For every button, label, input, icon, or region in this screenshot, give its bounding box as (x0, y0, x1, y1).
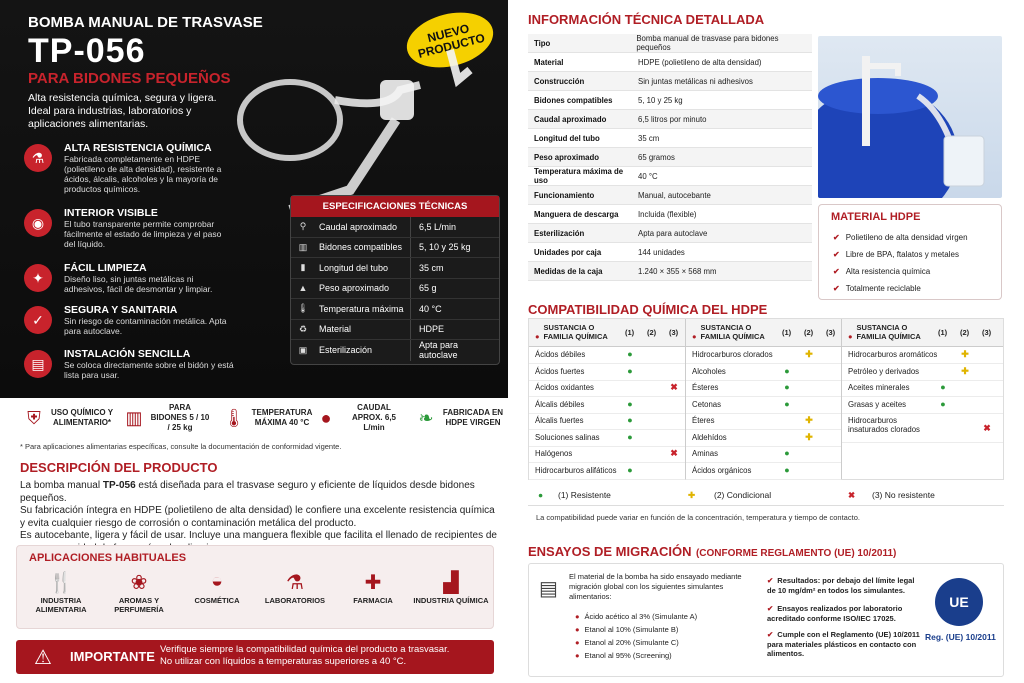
tech-key: Bidones compatibles (534, 95, 613, 105)
tech-key: Longitud del tubo (534, 133, 600, 143)
compat-row (686, 430, 841, 447)
feature-text: Sin riesgo de contaminación metálica. Apta para autoclave. (64, 316, 227, 336)
compat-substance: Grasas y aceites (848, 399, 907, 409)
feature-title: ALTA RESISTENCIA QUÍMICA (64, 142, 212, 154)
applications-box (16, 545, 494, 629)
compat-substance: Soluciones salinas (535, 432, 600, 442)
thermometer-icon: 🌡 (222, 408, 246, 428)
resistant-icon: ● (940, 382, 946, 392)
migration-result: ✔ Ensayos realizados por laboratorio acreditado conforme ISO/IEC 17025. (767, 604, 903, 623)
material-item: ✔ Totalmente reciclable (833, 284, 921, 293)
hero-description: Alta resistencia química, segura y ligera. Ideal para industrias, laboratorios y aplicaciones alimentarias. (28, 92, 217, 130)
application-item: ❀ AROMAS Y PERFUMERÍA (99, 570, 179, 614)
feature-text: El tubo transparente permite comprobar fácilmente el estado de limpieza y el paso del líquido. (64, 219, 222, 249)
migration-list-item: ● Ácido acético al 3% (Simulante A) (575, 612, 698, 621)
tech-row (528, 148, 812, 167)
compat-substance: Ácidos orgánicos (692, 465, 752, 475)
compat-row (529, 380, 685, 397)
drum-icon: ▥ (125, 408, 143, 428)
tech-key: Material (534, 57, 564, 67)
compat-substance: Hidrocarburos aromáticos (848, 350, 938, 359)
spec-row: 🌡 Temperatura máxima 40 °C (291, 299, 499, 320)
compat-legend: ● (1) Resistente ✚ (2) Condicional ✖ (3) No resistente (528, 484, 1004, 506)
tech-value: Bomba manual de trasvase para bidones pequeños (636, 34, 779, 52)
migration-result: ✔ Cumple con el Reglamento (UE) 10/2011 para materiales plásticos en contacto con alimentos. (767, 630, 920, 658)
compat-row (529, 430, 685, 447)
compat-substance: Ésteres (692, 383, 719, 392)
not-resistant-icon: ✖ (670, 448, 678, 458)
compat-table (528, 318, 1004, 480)
spec-row: ▣ Esterilización Apta para autoclave (291, 340, 499, 361)
compat-substance: Aldehídos (692, 432, 727, 442)
feature-text: Diseño liso, sin juntas metálicas ni adhesivos, fácil de desmontar y limpiar. (64, 274, 213, 294)
material-item: ✔ Libre de BPA, ftalatos y metales (833, 250, 959, 259)
material-icon: ♻ (298, 323, 308, 334)
spec-row: ▮ Longitud del tubo 35 cm (291, 258, 499, 279)
spec-row: ▥ Bidones compatibles 5, 10 y 25 kg (291, 238, 499, 259)
compat-row (842, 380, 1003, 397)
migration-list-item: ● Etanol al 20% (Simulante C) (575, 638, 679, 647)
tech-value: 144 unidades (638, 247, 685, 257)
autoclave-icon: ▣ (298, 344, 308, 355)
feature-title: SEGURA Y SANITARIA (64, 304, 178, 316)
check-icon: ✔ (833, 233, 840, 242)
strip-item: ▥ PARA BIDONES 5 / 10 / 25 kg (122, 400, 210, 436)
compat-row (842, 364, 1003, 381)
hero-tagline: PARA BIDONES PEQUEÑOS (28, 70, 231, 87)
eu-label: Reg. (UE) 10/2011 (925, 632, 996, 642)
compat-group (529, 319, 685, 479)
feature-title: INSTALACIÓN SENCILLA (64, 348, 191, 360)
tech-row (528, 129, 812, 148)
tech-row (528, 262, 812, 281)
migration-intro: El material de la bomba ha sido ensayado mediante migración global con los siguientes simulantes alimentarios: (569, 572, 742, 601)
compat-substance: Ácidos débiles (535, 350, 586, 359)
feature-visible-interior (20, 207, 230, 257)
feature-text: Fabricada completamente en HDPE (polietileno de alta densidad), resistente a ácidos, álcalis, alcoholes y la mayoría de productos químicos. (64, 154, 222, 194)
tech-key: Funcionamiento (534, 190, 595, 200)
faucet-icon: ⚲ (299, 221, 307, 232)
compat-substance: Éteres (692, 416, 715, 425)
check-icon: ✔ (833, 267, 840, 276)
resistant-icon: ● (538, 490, 544, 500)
tech-value: Apta para autoclave (638, 228, 708, 238)
tech-row (528, 224, 812, 243)
not-resistant-icon: ✖ (670, 382, 678, 392)
tech-key: Esterilización (534, 228, 585, 238)
compat-header: ●SUSTANCIA O FAMILIA QUÍMICA (1) (2) (3) (842, 319, 1003, 347)
flask-icon: ⚗ (286, 572, 304, 594)
tech-key: Construcción (534, 76, 585, 86)
not-resistant-icon: ✖ (848, 490, 856, 500)
compat-row (529, 446, 685, 463)
strip-note: * Para aplicaciones alimentarias específicas, consulte la documentación de conformidad vigente. (20, 442, 342, 451)
material-item: ✔ Alta resistencia química (833, 267, 931, 276)
compat-substance: Álcalis débiles (535, 399, 585, 409)
tech-title: INFORMACIÓN TÉCNICA DETALLADA (528, 12, 765, 27)
new-product-badge: NUEVO PRODUCTO (401, 4, 499, 76)
important-banner (16, 640, 494, 674)
compat-row (686, 463, 841, 480)
compat-substance: Halógenos (535, 449, 573, 458)
leaf-icon: ❧ (418, 408, 434, 428)
compat-header: ●SUSTANCIA O FAMILIA QUÍMICA (1) (2) (3) (529, 319, 685, 347)
compat-row (842, 413, 1003, 443)
tech-key: Manguera de descarga (534, 209, 619, 219)
migration-list-item: ● Etanol al 95% (Screening) (575, 651, 672, 660)
tech-value: 40 °C (638, 171, 658, 181)
tech-key: Tipo (534, 38, 551, 48)
pharmacy-icon: ✚ (364, 572, 382, 594)
ruler-icon: ▮ (300, 262, 306, 273)
tech-key: Peso aproximado (534, 152, 599, 162)
spec-row: ♻ Material HDPE (291, 320, 499, 341)
material-item: ✔ Polietileno de alta densidad virgen (833, 233, 968, 242)
application-item: ✚ FARMACIA (333, 570, 413, 605)
conditional-icon: ✚ (805, 415, 813, 425)
weight-icon: ▲ (298, 283, 308, 294)
flask-icon: ⚗ (24, 144, 52, 172)
not-resistant-icon: ✖ (983, 423, 991, 433)
product-photo (818, 36, 1002, 198)
tech-row (528, 34, 812, 53)
compat-row (529, 397, 685, 414)
resistant-icon: ● (627, 415, 633, 425)
compat-substance: Hidrocarburos alifáticos (535, 465, 617, 475)
cutlery-icon: 🍴 (48, 572, 74, 594)
applications-title: APLICACIONES HABITUALES (29, 552, 187, 564)
compat-substance: Hidrocarburos clorados (692, 350, 773, 359)
compat-row (529, 413, 685, 430)
factory-icon: ▟ (443, 572, 459, 594)
compat-substance: Ácidos oxidantes (535, 383, 594, 392)
specs-box (290, 195, 500, 365)
resistant-icon: ● (940, 398, 946, 409)
application-item: 🍴 INDUSTRIA ALIMENTARIA (21, 570, 101, 614)
compat-row (529, 364, 685, 381)
application-item: ⚗ LABORATORIOS (255, 570, 335, 605)
compat-note: La compatibilidad puede variar en función de la concentración, temperatura y tiempo de contacto. (536, 513, 860, 522)
resistant-icon: ● (627, 365, 633, 376)
tech-row (528, 110, 812, 129)
tech-value: HDPE (polietileno de alta densidad) (638, 57, 762, 67)
shield-icon: ✓ (24, 306, 52, 334)
migration-result: ✔ Resultados: por debajo del límite legal de 10 mg/dm² en todos los simulantes. (767, 576, 915, 595)
compat-substance: Aceites minerales (848, 383, 910, 392)
spec-row: ⚲ Caudal aproximado 6,5 L/min (291, 217, 499, 238)
conditional-icon: ✚ (961, 365, 969, 376)
compat-row (686, 380, 841, 397)
material-title: MATERIAL HDPE (831, 211, 921, 223)
compat-substance: Alcoholes (692, 366, 726, 376)
migration-list-item: ● Etanol al 10% (Simulante B) (575, 625, 679, 634)
resistant-icon: ● (627, 398, 633, 409)
material-box (818, 204, 1002, 300)
migration-box (528, 563, 1004, 677)
sparkle-icon: ✦ (24, 264, 52, 292)
feature-easy-cleaning (20, 262, 230, 302)
cosmetic-icon: ◒ (210, 570, 224, 592)
compat-row (686, 364, 841, 381)
tech-value: 5, 10 y 25 kg (638, 95, 683, 105)
strip-item: ● CAUDAL APROX. 6,5 L/min (314, 400, 406, 436)
resistant-icon: ● (784, 464, 790, 475)
compat-row (842, 397, 1003, 414)
description-body: La bomba manual TP-056 está diseñada para el trasvase seguro y eficiente de líquidos desde bidones pequeños. Su fabricación íntegra en HDPE (polietileno de alta densidad) le confiere una excelente resistencia química y evita cualquier riesgo de corrosión o contaminación metálica del producto. Es autocebante, ligera y fácil de usar. Incluye una manguera flexible que facilita el llenado de recipientes de (20, 480, 497, 541)
compat-header: ●SUSTANCIA O FAMILIA QUÍMICA (1) (2) (3) (686, 319, 841, 347)
migration-title: ENSAYOS DE MIGRACIÓN (CONFORME REGLAMENTO (UE) 10/2011) (528, 544, 897, 559)
tech-table (528, 34, 812, 281)
drop-icon: ● (320, 408, 332, 428)
compat-row (529, 347, 685, 364)
important-title: IMPORTANTE (70, 649, 155, 664)
strip-item: ⛨ USO QUÍMICO Y ALIMENTARIO* (22, 400, 114, 436)
compat-substance: Cetonas (692, 399, 722, 409)
compat-substance: Ácidos fuertes (535, 366, 585, 376)
conditional-icon: ✚ (961, 349, 969, 359)
compat-substance: Hidrocarburos insaturados clorados (848, 416, 920, 434)
install-icon: ▤ (24, 350, 52, 378)
thermometer-icon: 🌡 (297, 303, 309, 314)
conditional-icon: ✚ (688, 490, 696, 500)
application-item: ◒ COSMÉTICA (177, 570, 257, 605)
tech-value: Manual, autocebante (638, 190, 711, 200)
check-icon: ✔ (833, 284, 840, 293)
perfume-icon: ❀ (130, 572, 148, 594)
hero-subtitle: BOMBA MANUAL DE TRASVASE (28, 14, 263, 31)
compat-row (529, 463, 685, 480)
resistant-icon: ● (627, 431, 633, 442)
compat-substance: Aminas (692, 449, 718, 458)
resistant-icon: ● (784, 398, 790, 409)
compat-title: COMPATIBILIDAD QUÍMICA DEL HDPE (528, 302, 768, 317)
feature-safe-sanitary (20, 304, 230, 344)
hero-model: TP-056 (28, 32, 146, 70)
compat-substance: Álcalis fuertes (535, 416, 584, 425)
feature-title: INTERIOR VISIBLE (64, 207, 158, 219)
tech-row (528, 243, 812, 262)
tech-row (528, 72, 812, 91)
tech-row (528, 167, 812, 186)
important-text: Verifique siempre la compatibilidad química del producto a trasvasar. No utilizar con líquidos a temperaturas superiores a 40 °C. (160, 644, 450, 667)
eu-badge: UE (935, 578, 983, 626)
tech-key: Temperatura máxima de uso (534, 167, 624, 185)
strip-item: ❧ FABRICADA EN HDPE VIRGEN (414, 400, 504, 436)
warning-icon: ⚠ (34, 647, 52, 669)
application-item: ▟ INDUSTRIA QUÍMICA (411, 570, 491, 605)
compat-group (841, 319, 1003, 479)
description-title: DESCRIPCIÓN DEL PRODUCTO (20, 460, 218, 475)
spec-row: ▲ Peso aproximado 65 g (291, 279, 499, 300)
compat-row (686, 446, 841, 463)
resistant-icon: ● (784, 382, 790, 392)
tech-value: 1.240 × 355 × 568 mm (638, 266, 717, 276)
tech-key: Medidas de la caja (534, 266, 603, 276)
compat-row (686, 347, 841, 364)
eye-icon: ◉ (24, 209, 52, 237)
compat-row (686, 413, 841, 430)
document-icon: ▤ (539, 578, 558, 600)
compat-substance: Petróleo y derivados (848, 366, 920, 376)
compat-row (686, 397, 841, 414)
tech-row (528, 53, 812, 72)
feature-strip (14, 400, 508, 438)
resistant-icon: ● (784, 448, 790, 458)
drum-icon: ▥ (298, 241, 308, 252)
tech-value: Incluida (flexible) (638, 209, 697, 219)
tech-value: 6,5 litros por minuto (638, 114, 707, 124)
tech-key: Unidades por caja (534, 247, 602, 257)
compat-row (842, 347, 1003, 364)
compat-group (685, 319, 841, 479)
tech-row (528, 91, 812, 110)
conditional-icon: ✚ (805, 349, 813, 359)
tech-value: 35 cm (638, 133, 660, 143)
feature-easy-install (20, 348, 234, 388)
conditional-icon: ✚ (805, 431, 813, 442)
tech-value: Sin juntas metálicas ni adhesivos (638, 76, 753, 86)
resistant-icon: ● (784, 365, 790, 376)
feature-title: FÁCIL LIMPIEZA (64, 262, 147, 274)
feature-chemical-resistance (20, 142, 230, 200)
tech-value: 65 gramos (638, 152, 675, 162)
specs-title: ESPECIFICACIONES TÉCNICAS (291, 196, 499, 217)
tech-key: Caudal aproximado (534, 114, 607, 124)
resistant-icon: ● (627, 349, 633, 359)
tech-row (528, 186, 812, 205)
shield-icon: ⛨ (27, 408, 41, 428)
feature-text: Se coloca directamente sobre el bidón y está lista para usar. (64, 360, 234, 380)
resistant-icon: ● (627, 464, 633, 475)
check-icon: ✔ (833, 250, 840, 259)
strip-item: 🌡 TEMPERATURA MÁXIMA 40 °C (222, 400, 314, 436)
tech-row (528, 205, 812, 224)
hero-panel (0, 0, 508, 398)
